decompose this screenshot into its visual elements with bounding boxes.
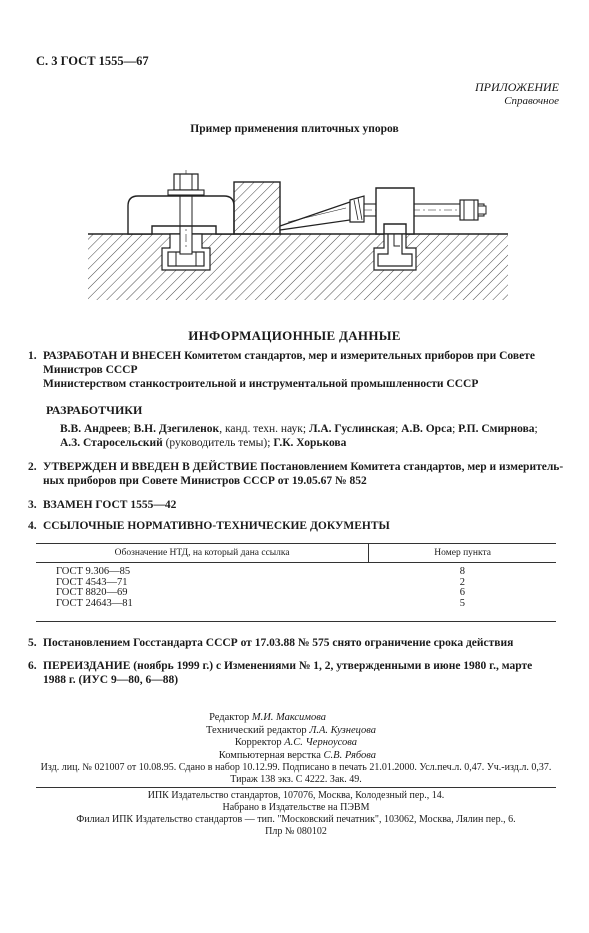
imprint-line-2: Тираж 138 экз. С 4222. Зак. 49. (230, 774, 362, 785)
workpiece (234, 182, 280, 234)
section-1-line3: Министерством станкостроительной и инструментальной промышленности СССР (43, 378, 479, 390)
imprint (36, 762, 556, 786)
base-plate (88, 234, 508, 300)
appendix-label (475, 80, 559, 108)
screw-head (460, 200, 478, 220)
page-header: С. 3 ГОСТ 1555—67 (36, 54, 149, 68)
appendix-title: ПРИЛОЖЕНИЕ (475, 80, 559, 94)
section-2-line1: Постановлением Комитета стандартов, мер и измеритель- (257, 461, 564, 473)
section-6-num: 6. (28, 660, 37, 672)
imprint-rule (36, 787, 556, 788)
top-nut (174, 174, 198, 190)
appendix-subtitle: Справочное (504, 95, 559, 107)
table-row: ГОСТ 24643—81 5 (56, 597, 466, 609)
publisher-line-1: ИПК Издательство стандартов, 107076, Москва, Колодезный пер., 14. (147, 790, 445, 801)
dev-note-2: (руководитель темы); (162, 437, 274, 449)
dev-note-1: , канд. техн. наук; (219, 423, 309, 435)
publisher-line-3: Филиал ИПК Издательство стандартов — тип. "Московский печатник", 103062, Москва, Лялин пер., 6. (76, 814, 516, 825)
section-5-text: Постановлением Госстандарта СССР от 17.03.88 № 575 снято ограничение срока действия (43, 637, 514, 649)
section-3 (28, 498, 568, 512)
section-5 (28, 636, 568, 650)
section-4-text: ССЫЛОЧНЫЕ НОРМАТИВНО-ТЕХНИЧЕСКИЕ ДОКУМЕНТЫ (43, 520, 390, 532)
dev-guslinskaya: Л.А. Гуслинская (308, 423, 396, 435)
editor-name: М.И. Максимова (251, 712, 326, 723)
developers-list: В.В. Андреев; В.Н. Дзегиленок, канд. техн. наук; Л.А. Гуслинская; А.В. Орса; Р.П. Смирнова; А.З. Старосельский (руководитель темы); Г.К. Хорькова (60, 423, 538, 449)
section-1 (28, 349, 568, 391)
table-row: ГОСТ 4543—71 2 (56, 576, 466, 588)
dev-smirnova: Р.П. Смирнова (458, 423, 535, 435)
table-bottom-rule (36, 621, 556, 622)
section-1-num: 1. (28, 350, 37, 362)
credits: Редактор М.И. Максимова Технический редактор Л.А. Кузнецова Корректор А.С. Черноусова Компьютерная верстка С.В. Рябова (206, 712, 376, 761)
section-6-lead: ПЕРЕИЗДАНИЕ (43, 660, 131, 672)
layout-name: С.В. Рябова (323, 749, 376, 761)
section-6-line1: (ноябрь 1999 г.) с Изменениями № 1, 2, утвержденными в июне 1980 г., марте (130, 660, 533, 672)
dev-staroselsky: А.З. Старосельский (60, 437, 163, 449)
section-3-text: ВЗАМЕН ГОСТ 1555—42 (43, 499, 177, 511)
imprint-line-1: Изд. лиц. № 021007 от 10.08.95. Сдано в набор 10.12.99. Подписано в печать 21.01.2000. Усл.печ.л. 0,47. Уч.-изд.л. 0,37. (40, 762, 552, 773)
section-6 (28, 659, 568, 687)
section-3-num: 3. (28, 499, 37, 511)
publisher-line-2: Набрано в Издательстве на ПЭВМ (222, 802, 370, 813)
col-item: Номер пункта (369, 544, 556, 563)
section-2-line2: ных приборов при Совете Министров СССР от 19.05.67 № 852 (43, 475, 367, 487)
section-2-lead: УТВЕРЖДЕН И ВВЕДЕН В ДЕЙСТВИЕ (43, 461, 258, 473)
col-doc: Обозначение НТД, на который дана ссылка (36, 544, 369, 563)
figure-title: Пример применения плиточных упоров (190, 123, 399, 135)
publisher-info (36, 790, 556, 838)
section-1-line1: Комитетом стандартов, мер и измерительных приборов при Совете (181, 350, 535, 362)
dev-orsa: А.В. Орса (401, 423, 453, 435)
dev-andreev: В.В. Андреев (60, 423, 128, 435)
section-4 (28, 519, 568, 533)
section-2-num: 2. (28, 461, 37, 473)
tech-editor-name: Л.А. Кузнецова (309, 724, 376, 736)
table-row: ГОСТ 8820—69 6 (56, 587, 466, 598)
section-4-num: 4. (28, 520, 37, 532)
stop-body (376, 188, 414, 234)
reference-docs-table (36, 543, 556, 609)
section-5-num: 5. (28, 637, 37, 649)
table-row: ГОСТ 9.306—85 8 (56, 566, 466, 577)
wedge (280, 202, 350, 230)
info-title: ИНФОРМАЦИОННЫЕ ДАННЫЕ (188, 328, 401, 343)
dev-khorkova: Г.К. Хорькова (273, 437, 347, 449)
section-2 (28, 460, 568, 488)
section-6-line2: 1988 г. (ИУС 9—80, 6—88) (43, 674, 179, 686)
corrector-name: А.С. Черноусова (284, 737, 357, 748)
publisher-line-4: Плр № 080102 (265, 826, 327, 837)
section-1-line2: Министров СССР (43, 364, 138, 376)
clamp-drawing (88, 150, 508, 300)
dev-dzegilenok: В.Н. Дзегиленок (133, 423, 220, 435)
section-1-lead: РАЗРАБОТАН И ВНЕСЕН (43, 350, 182, 362)
developers-title: РАЗРАБОТЧИКИ (46, 403, 143, 417)
